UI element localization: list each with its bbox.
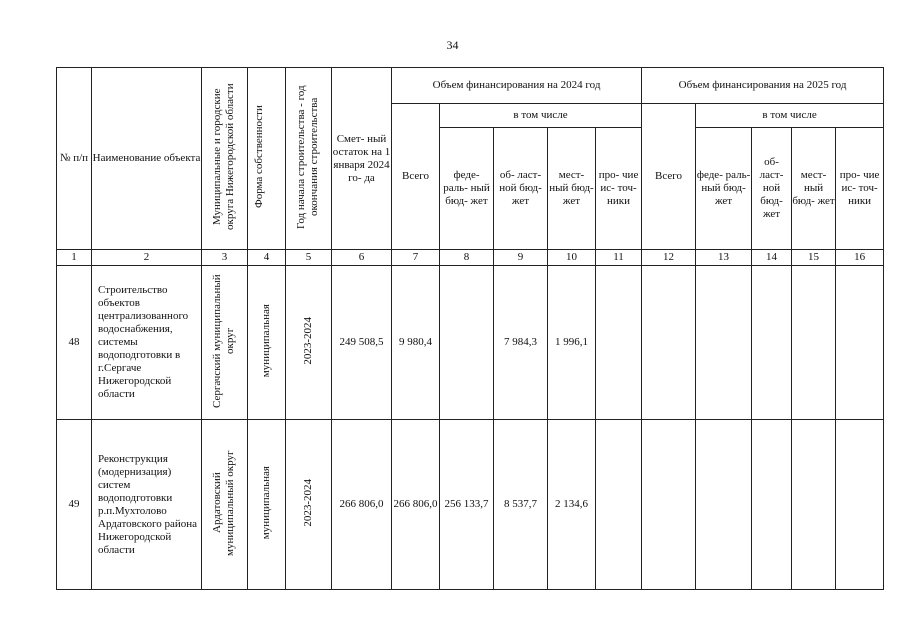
column-number: 8 [440, 250, 494, 266]
header-municipality: Муниципальные и городские округа Нижегородской области [202, 68, 248, 250]
row-estimate: 266 806,0 [332, 420, 392, 590]
row-estimate: 249 508,5 [332, 266, 392, 420]
column-number: 6 [332, 250, 392, 266]
row-municipality: Ардатовский муниципальный округ [202, 420, 248, 590]
column-number: 10 [548, 250, 596, 266]
header-fin-2024: Объем финансирования на 2024 год [392, 68, 642, 104]
column-number: 5 [286, 250, 332, 266]
column-number: 16 [836, 250, 884, 266]
row-total-2024: 266 806,0 [392, 420, 440, 590]
row-other-2024 [596, 420, 642, 590]
header-including-2025: в том числе [696, 104, 884, 128]
header-regional-2024: об- ласт- ной бюд- жет [494, 128, 548, 250]
row-years: 2023-2024 [286, 420, 332, 590]
column-number: 14 [752, 250, 792, 266]
header-total-2024: Всего [392, 104, 440, 250]
column-number: 11 [596, 250, 642, 266]
column-number: 7 [392, 250, 440, 266]
row-regional-2024: 8 537,7 [494, 420, 548, 590]
header-row-1 [57, 68, 884, 104]
header-total-2025: Всего [642, 104, 696, 250]
header-years: Год начала строительства - год окончания строительства [286, 68, 332, 250]
column-number: 15 [792, 250, 836, 266]
header-name: Наименование объекта [92, 68, 202, 250]
table-row [57, 420, 884, 590]
column-number: 12 [642, 250, 696, 266]
header-other-2025: про- чие ис- точ- ники [836, 128, 884, 250]
row-federal-2025 [696, 420, 752, 590]
row-local-2024: 2 134,6 [548, 420, 596, 590]
header-fin-2025: Объем финансирования на 2025 год [642, 68, 884, 104]
row-name: Реконструкция (модернизация) систем водоподготовки р.п.Мухтолово Ардатовского района Нижегородской области [92, 420, 202, 590]
row-total-2025 [642, 266, 696, 420]
table-row [57, 266, 884, 420]
row-federal-2024: 256 133,7 [440, 420, 494, 590]
header-local-2024: мест- ный бюд- жет [548, 128, 596, 250]
header-estimate: Смет- ный остаток на 1 января 2024 го- да [332, 68, 392, 250]
row-name: Строительство объектов централизованного водоснабжения, системы водоподготовки в г.Сергаче Нижегородской области [92, 266, 202, 420]
column-number: 3 [202, 250, 248, 266]
row-other-2025 [836, 420, 884, 590]
row-total-2025 [642, 420, 696, 590]
header-federal-2025: феде- раль- ный бюд- жет [696, 128, 752, 250]
row-regional-2025 [752, 420, 792, 590]
column-number-row [57, 250, 884, 266]
row-ownership: муниципальная [248, 420, 286, 590]
header-regional-2025: об- ласт- ной бюд- жет [752, 128, 792, 250]
row-years: 2023-2024 [286, 266, 332, 420]
row-regional-2024: 7 984,3 [494, 266, 548, 420]
header-ownership: Форма собственности [248, 68, 286, 250]
row-regional-2025 [752, 266, 792, 420]
row-local-2024: 1 996,1 [548, 266, 596, 420]
financing-table [56, 67, 884, 590]
column-number: 4 [248, 250, 286, 266]
row-local-2025 [792, 266, 836, 420]
row-num: 48 [57, 266, 92, 420]
row-federal-2025 [696, 266, 752, 420]
row-federal-2024 [440, 266, 494, 420]
row-other-2025 [836, 266, 884, 420]
header-including-2024: в том числе [440, 104, 642, 128]
column-number: 1 [57, 250, 92, 266]
column-number: 13 [696, 250, 752, 266]
row-total-2024: 9 980,4 [392, 266, 440, 420]
header-num: № п/п [57, 68, 92, 250]
row-other-2024 [596, 266, 642, 420]
row-num: 49 [57, 420, 92, 590]
header-federal-2024: федe- раль- ный бюд- жет [440, 128, 494, 250]
header-local-2025: мест- ный бюд- жет [792, 128, 836, 250]
page-number: 34 [446, 38, 459, 52]
row-municipality: Сергачский муниципальный округ [202, 266, 248, 420]
column-number: 9 [494, 250, 548, 266]
row-ownership: муниципальная [248, 266, 286, 420]
header-other-2024: про- чие ис- точ- ники [596, 128, 642, 250]
column-number: 2 [92, 250, 202, 266]
row-local-2025 [792, 420, 836, 590]
